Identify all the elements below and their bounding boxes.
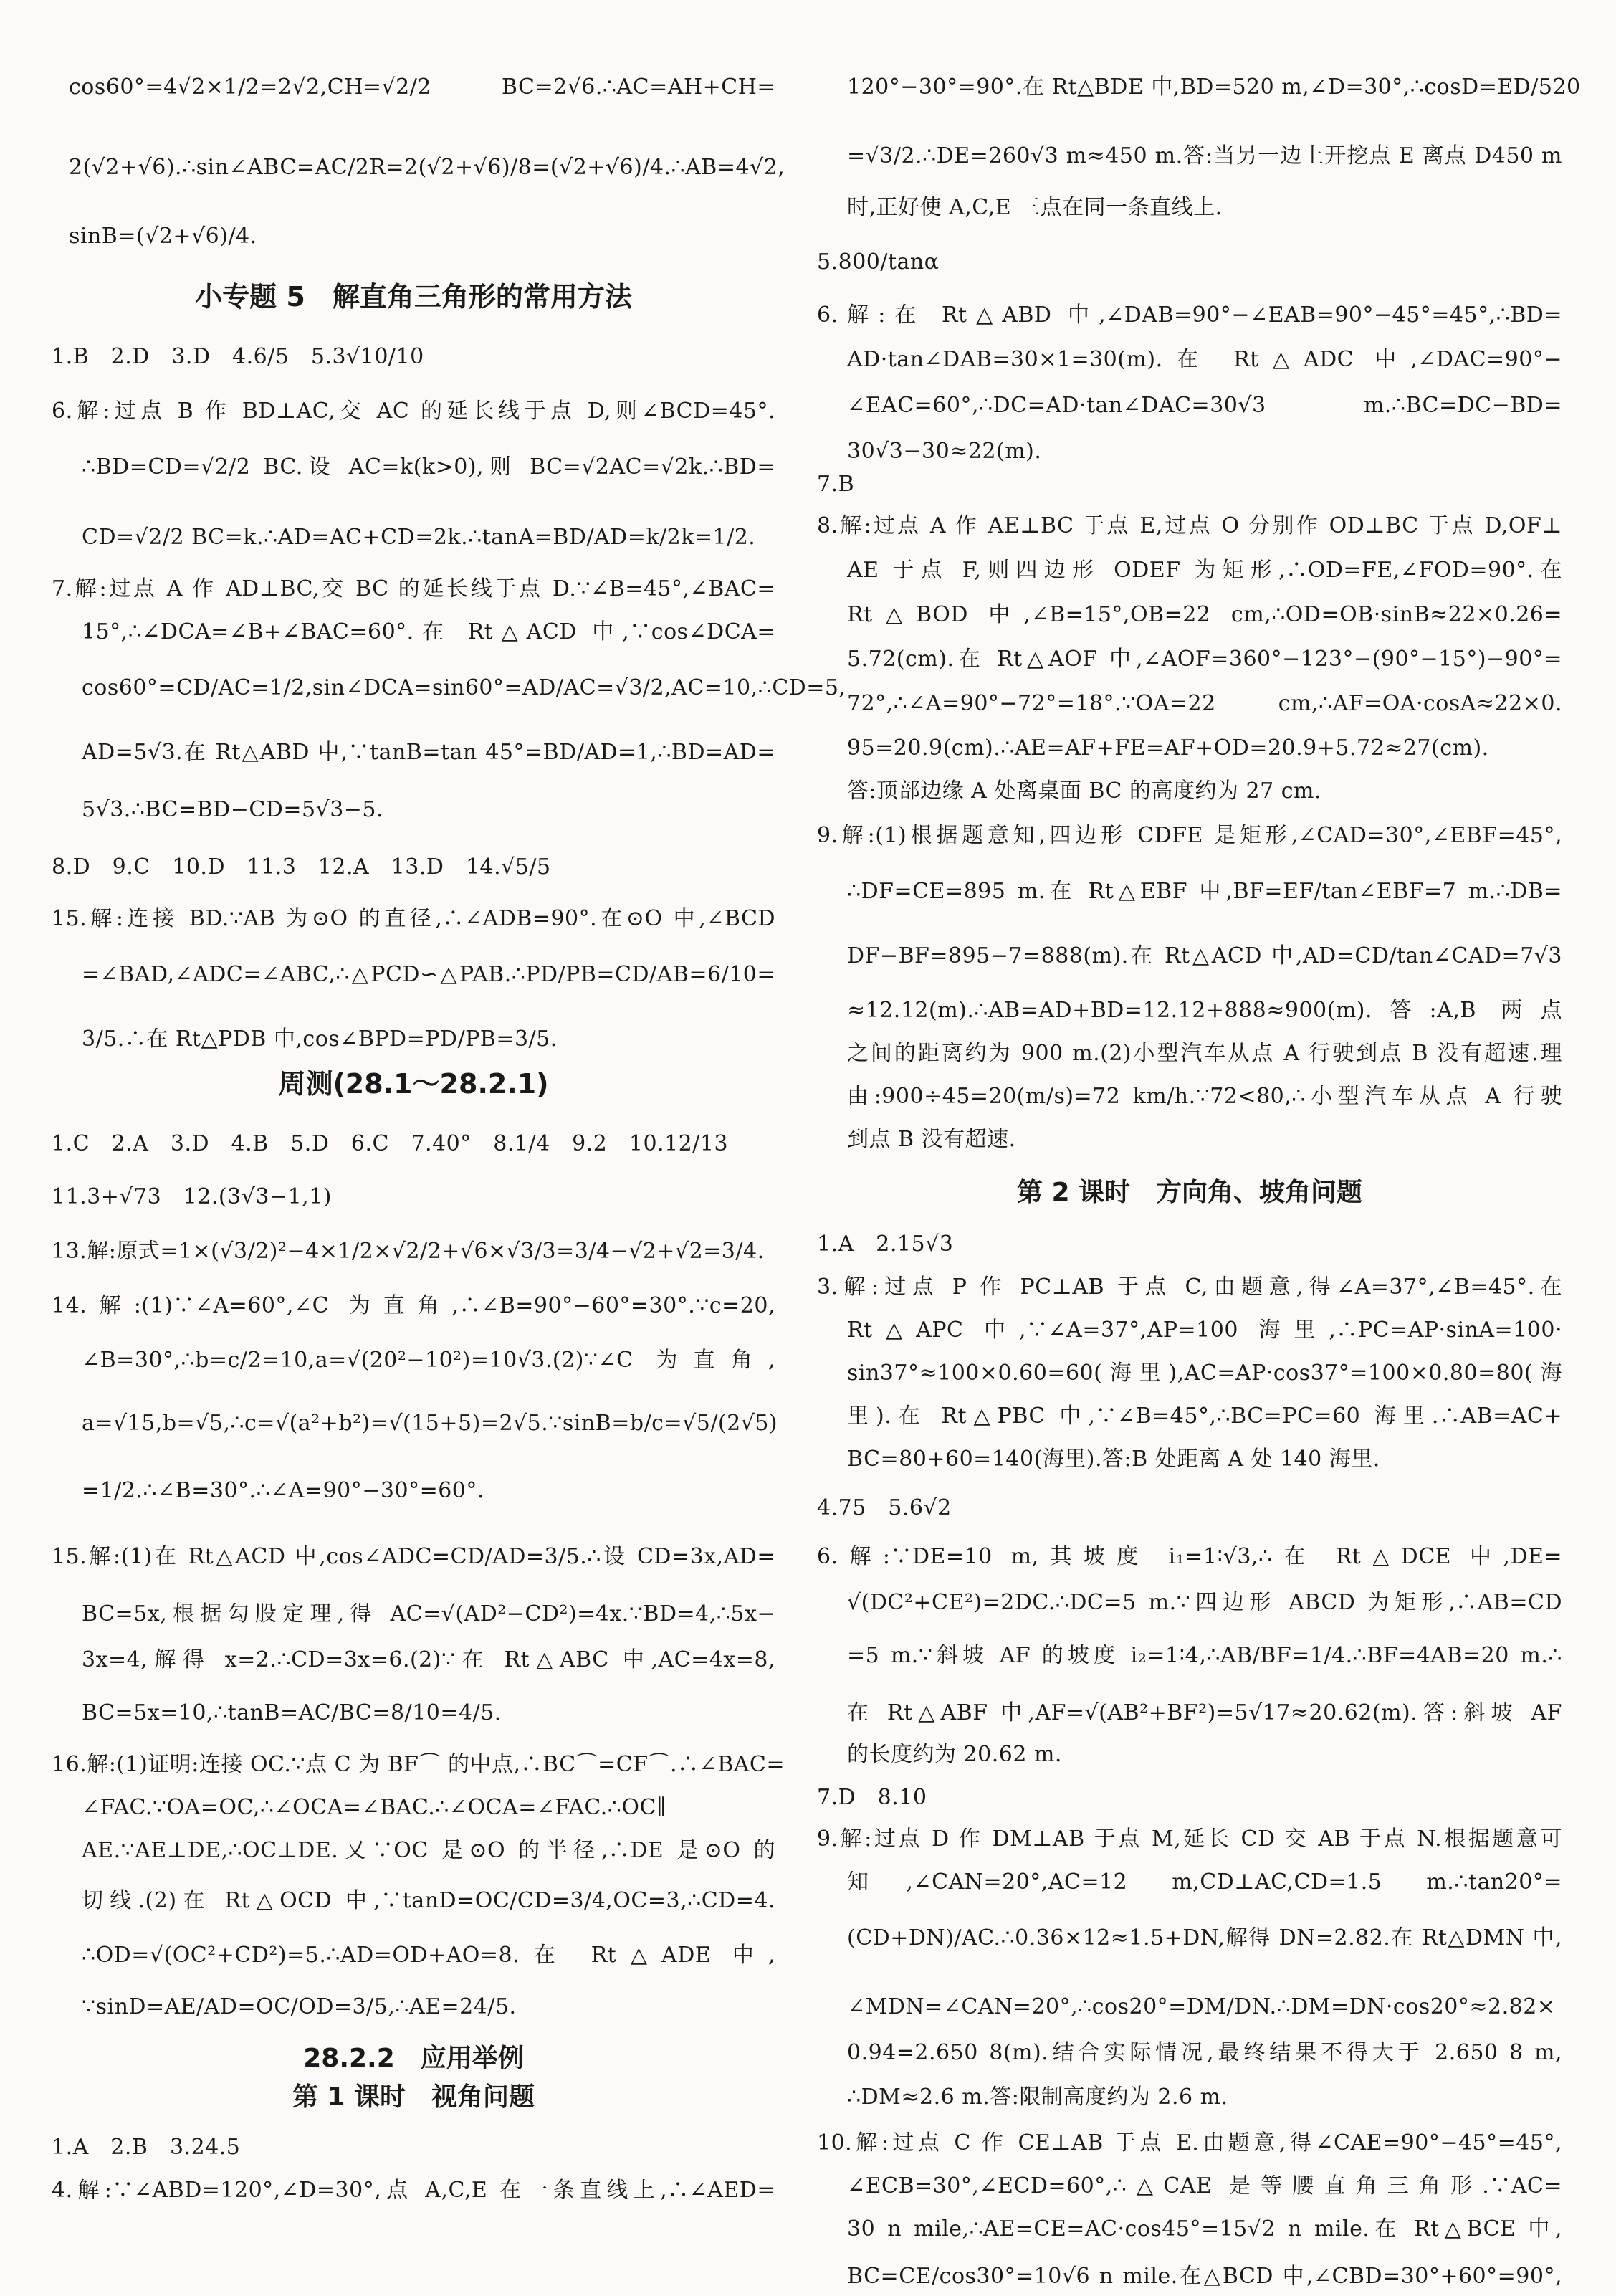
section-heading: 第 2 课时 方向角、坡角问题 xyxy=(1016,1178,1363,1207)
text-line: 8.D 9.C 10.D 11.3 12.A 13.D 14.√5/5 xyxy=(52,854,551,880)
text-line: ∠MDN=∠CAN=20°,∴cos20°=DM/DN.∴DM=DN·cos20°≈2.82× xyxy=(847,1994,1556,2019)
text-line: 切线.(2)在 Rt△OCD 中,∵tanD=OC/CD=3/4,OC=3,∴CD=4. xyxy=(82,1888,775,1913)
text-line: ≈12.12(m).∴AB=AD+BD=12.12+888≈900(m).答:A,B 两点 xyxy=(847,998,1562,1023)
text-line: 3.解:过点 P 作 PC⊥AB 于点 C,由题意,得∠A=37°,∠B=45°.在 xyxy=(817,1275,1562,1300)
text-line: 答:顶部边缘 A 处离桌面 BC 的高度约为 27 cm. xyxy=(847,778,1322,804)
text-line: 30√3−30≈22(m). xyxy=(847,439,1042,464)
text-line: ∴BD=CD=√2/2 BC.设 AC=k(k>0),则 BC=√2AC=√2k.∴BD= xyxy=(82,454,775,480)
text-line: 到点 B 没有超速. xyxy=(847,1127,1016,1152)
text-line: 1.A 2.15√3 xyxy=(817,1232,954,1257)
text-line: 1.A 2.B 3.24.5 xyxy=(52,2135,241,2160)
text-line: ∠EAC=60°,∴DC=AD·tan∠DAC=30√3 m.∴BC=DC−BD= xyxy=(847,393,1562,418)
text-line: 1.C 2.A 3.D 4.B 5.D 6.C 7.40° 8.1/4 9.2 10.12/13 xyxy=(52,1131,729,1156)
text-line: (CD+DN)/AC.∴0.36×12≈1.5+DN,解得 DN=2.82.在 Rt△DMN 中, xyxy=(847,1925,1562,1950)
section-heading: 小专题 5 解直角三角形的常用方法 xyxy=(195,281,632,313)
text-line: 5.800/tanα xyxy=(817,249,940,275)
text-line: 13.解:原式=1×(√3/2)²−4×1/2×√2/2+√6×√3/3=3/4−√2+√2=3/4. xyxy=(52,1239,765,1264)
text-line: 5√3.∴BC=BD−CD=5√3−5. xyxy=(82,797,384,822)
text-line: AE.∵AE⊥DE,∴OC⊥DE.又∵OC 是⊙O 的半径,∴DE 是⊙O 的 xyxy=(82,1838,775,1863)
text-line: ∠B=30°,∴b=c/2=10,a=√(20²−10²)=10√3.(2)∵∠C 为直角, xyxy=(82,1348,775,1373)
text-line: 30 n mile,∴AE=CE=AC·cos45°=15√2 n mile.在 Rt△BCE 中, xyxy=(847,2216,1562,2242)
text-line: BC=CE/cos30°=10√6 n mile.在△BCD 中,∠CBD=30°+60°=90°, xyxy=(847,2264,1562,2289)
text-line: BC=80+60=140(海里).答:B 处距离 A 处 140 海里. xyxy=(847,1447,1380,1472)
text-line: ∴OD=√(OC²+CD²)=5.∴AD=OD+AO=8.在 Rt△ADE 中, xyxy=(82,1943,775,1968)
text-line: cos60°=4√2×1/2=2√2,CH=√2/2 BC=2√6.∴AC=AH+CH= xyxy=(69,75,775,100)
text-line: 1.B 2.D 3.D 4.6/5 5.3√10/10 xyxy=(52,344,424,369)
text-line: AD=5√3.在 Rt△ABD 中,∵tanB=tan 45°=BD/AD=1,∴BD=AD= xyxy=(82,740,775,765)
text-line: 15.解:连接 BD.∵AB 为⊙O 的直径,∴∠ADB=90°.在⊙O 中,∠BCD xyxy=(52,906,775,931)
section-heading: 周测(28.1～28.2.1) xyxy=(278,1068,549,1100)
text-line: BC=5x=10,∴tanB=AC/BC=8/10=4/5. xyxy=(82,1700,502,1725)
text-line: ∴DM≈2.6 m.答:限制高度约为 2.6 m. xyxy=(847,2085,1228,2110)
text-line: =∠BAD,∠ADC=∠ABC,∴△PCD∽△PAB.∴PD/PB=CD/AB=6/10= xyxy=(82,962,775,987)
text-line: 7.解:过点 A 作 AD⊥BC,交 BC 的延长线于点 D.∵∠B=45°,∠BAC= xyxy=(52,576,775,601)
text-line: 7.D 8.10 xyxy=(817,1785,927,1810)
text-line: 在 Rt△ABF 中,AF=√(AB²+BF²)=5√17≈20.62(m).答:斜坡 AF xyxy=(847,1700,1562,1725)
text-line: cos60°=CD/AC=1/2,sin∠DCA=sin60°=AD/AC=√3/2,AC=10,∴CD=5, xyxy=(82,675,846,700)
text-line: 14.解:(1)∵∠A=60°,∠C 为直角,∴∠B=90°−60°=30°.∵c=20, xyxy=(52,1293,775,1318)
text-line: 4.解:∵∠ABD=120°,∠D=30°,点 A,C,E 在一条直线上,∴∠AED= xyxy=(52,2178,775,2203)
text-line: 9.解:过点 D 作 DM⊥AB 于点 M,延长 CD 交 AB 于点 N.根据题意可 xyxy=(817,1826,1562,1852)
text-line: 8.解:过点 A 作 AE⊥BC 于点 E,过点 O 分别作 OD⊥BC 于点 D,OF⊥ xyxy=(817,513,1562,538)
text-line: CD=√2/2 BC=k.∴AD=AC+CD=2k.∴tanA=BD/AD=k/2k=1/2. xyxy=(82,525,756,550)
text-line: sin37°≈100×0.60=60(海里),AC=AP·cos37°=100×0.80=80(海 xyxy=(847,1361,1562,1386)
text-line: √(DC²+CE²)=2DC.∴DC=5 m.∵四边形 ABCD 为矩形,∴AB=CD xyxy=(847,1590,1562,1615)
text-line: 9.解:(1)根据题意知,四边形 CDFE 是矩形,∠CAD=30°,∠EBF=45°, xyxy=(817,823,1562,848)
text-line: AD·tan∠DAB=30×1=30(m).在 Rt△ADC 中,∠DAC=90°− xyxy=(847,347,1562,372)
text-line: Rt△APC 中,∵∠A=37°,AP=100 海里,∴PC=AP·sinA=100· xyxy=(847,1318,1562,1343)
text-line: 120°−30°=90°.在 Rt△BDE 中,BD=520 m,∠D=30°,∴cosD=ED/520 xyxy=(847,75,1581,100)
text-line: Rt△BOD 中,∠B=15°,OB=22 cm,∴OD=OB·sinB≈22×0.26= xyxy=(847,602,1562,627)
text-line: 5.72(cm).在 Rt△AOF 中,∠AOF=360°−123°−(90°−15°)−90°= xyxy=(847,647,1562,672)
text-line: 由:900÷45=20(m/s)=72 km/h.∵72<80,∴小型汽车从点 A 行驶 xyxy=(847,1084,1562,1109)
text-line: 95=20.9(cm).∴AE=AF+FE=AF+OD=20.9+5.72≈27(cm). xyxy=(847,735,1489,761)
text-line: 3/5.∴在 Rt△PDB 中,cos∠BPD=PD/PB=3/5. xyxy=(82,1026,558,1052)
text-line: DF−BF=895−7=888(m).在 Rt△ACD 中,AD=CD/tan∠CAD=7√3 xyxy=(847,943,1562,968)
text-line: =1/2.∴∠B=30°.∴∠A=90°−30°=60°. xyxy=(82,1478,484,1503)
text-line: 72°,∴∠A=90°−72°=18°.∵OA=22 cm,∴AF=OA·cosA≈22×0. xyxy=(847,691,1562,716)
text-line: 里).在 Rt△PBC 中,∵∠B=45°,∴BC=PC=60 海里.∴AB=AC+ xyxy=(847,1404,1562,1429)
text-line: AE 于点 F,则四边形 ODEF 为矩形,∴OD=FE,∠FOD=90°.在 xyxy=(847,558,1562,583)
text-line: 0.94=2.650 8(m).结合实际情况,最终结果不得大于 2.650 8 m, xyxy=(847,2040,1562,2065)
text-line: 16.解:(1)证明:连接 OC.∵点 C 为 BF⌒ 的中点,∴BC⌒=CF⌒.∴∠BAC= xyxy=(52,1752,785,1777)
text-line: 10.解:过点 C 作 CE⊥AB 于点 E.由题意,得∠CAE=90°−45°=45°, xyxy=(817,2130,1562,2156)
text-line: 15.解:(1)在 Rt△ACD 中,cos∠ADC=CD/AD=3/5.∴设 CD=3x,AD= xyxy=(52,1544,775,1569)
text-line: ∠ECB=30°,∠ECD=60°,∴△CAE 是等腰直角三角形.∵AC= xyxy=(847,2173,1562,2199)
text-line: 6.解:∵DE=10 m,其坡度 i₁=1∶√3,∴在 Rt△DCE 中,DE= xyxy=(817,1544,1562,1569)
text-line: ∠FAC.∵OA=OC,∴∠OCA=∠BAC.∴∠OCA=∠FAC.∴OC∥ xyxy=(82,1795,667,1820)
text-line: 之间的距离约为 900 m.(2)小型汽车从点 A 行驶到点 B 没有超速.理 xyxy=(847,1041,1562,1066)
text-line: 4.75 5.6√2 xyxy=(817,1495,952,1520)
text-line: =5 m.∵斜坡 AF 的坡度 i₂=1∶4,∴AB/BF=1/4.∴BF=4AB=20 m.∴ xyxy=(847,1643,1562,1668)
section-heading: 28.2.2 应用举例 xyxy=(303,2044,524,2073)
text-line: 6.解:过点 B 作 BD⊥AC,交 AC 的延长线于点 D,则∠BCD=45°. xyxy=(52,399,775,424)
text-line: 15°,∴∠DCA=∠B+∠BAC=60°.在 Rt△ACD 中,∵cos∠DCA= xyxy=(82,619,775,644)
text-line: 7.B xyxy=(817,472,855,497)
text-line: sinB=(√2+√6)/4. xyxy=(69,224,257,249)
text-line: 6.解:在 Rt△ABD 中,∠DAB=90°−∠EAB=90°−45°=45°,∴BD= xyxy=(817,303,1562,328)
text-line: a=√15,b=√5,∴c=√(a²+b²)=√(15+5)=2√5.∵sinB=b/c=√5/(2√5) xyxy=(82,1411,778,1436)
section-heading: 第 1 课时 视角问题 xyxy=(292,2082,535,2112)
text-line: 2(√2+√6).∴sin∠ABC=AC/2R=2(√2+√6)/8=(√2+√6)/4.∴AB=4√2, xyxy=(69,155,785,180)
text-line: 知,∠CAN=20°,AC=12 m,CD⊥AC,CD=1.5 m.∴tan20°= xyxy=(847,1869,1562,1895)
text-line: BC=5x,根据勾股定理,得 AC=√(AD²−CD²)=4x.∵BD=4,∴5x− xyxy=(82,1601,775,1626)
text-line: 的长度约为 20.62 m. xyxy=(847,1742,1062,1767)
text-line: =√3/2.∴DE=260√3 m≈450 m.答:当另一边上开挖点 E 离点 D450 m xyxy=(847,143,1562,168)
text-line: 11.3+√73 12.(3√3−1,1) xyxy=(52,1184,332,1209)
text-line: 时,正好使 A,C,E 三点在同一条直线上. xyxy=(847,195,1223,220)
text-line: 3x=4,解得 x=2.∴CD=3x=6.(2)∵在 Rt△ABC 中,AC=4x=8, xyxy=(82,1647,775,1672)
text-line: ∵sinD=AE/AD=OC/OD=3/5,∴AE=24/5. xyxy=(82,1994,517,2019)
text-line: ∴DF=CE=895 m.在 Rt△EBF 中,BF=EF/tan∠EBF=7 m.∴DB= xyxy=(847,879,1562,904)
